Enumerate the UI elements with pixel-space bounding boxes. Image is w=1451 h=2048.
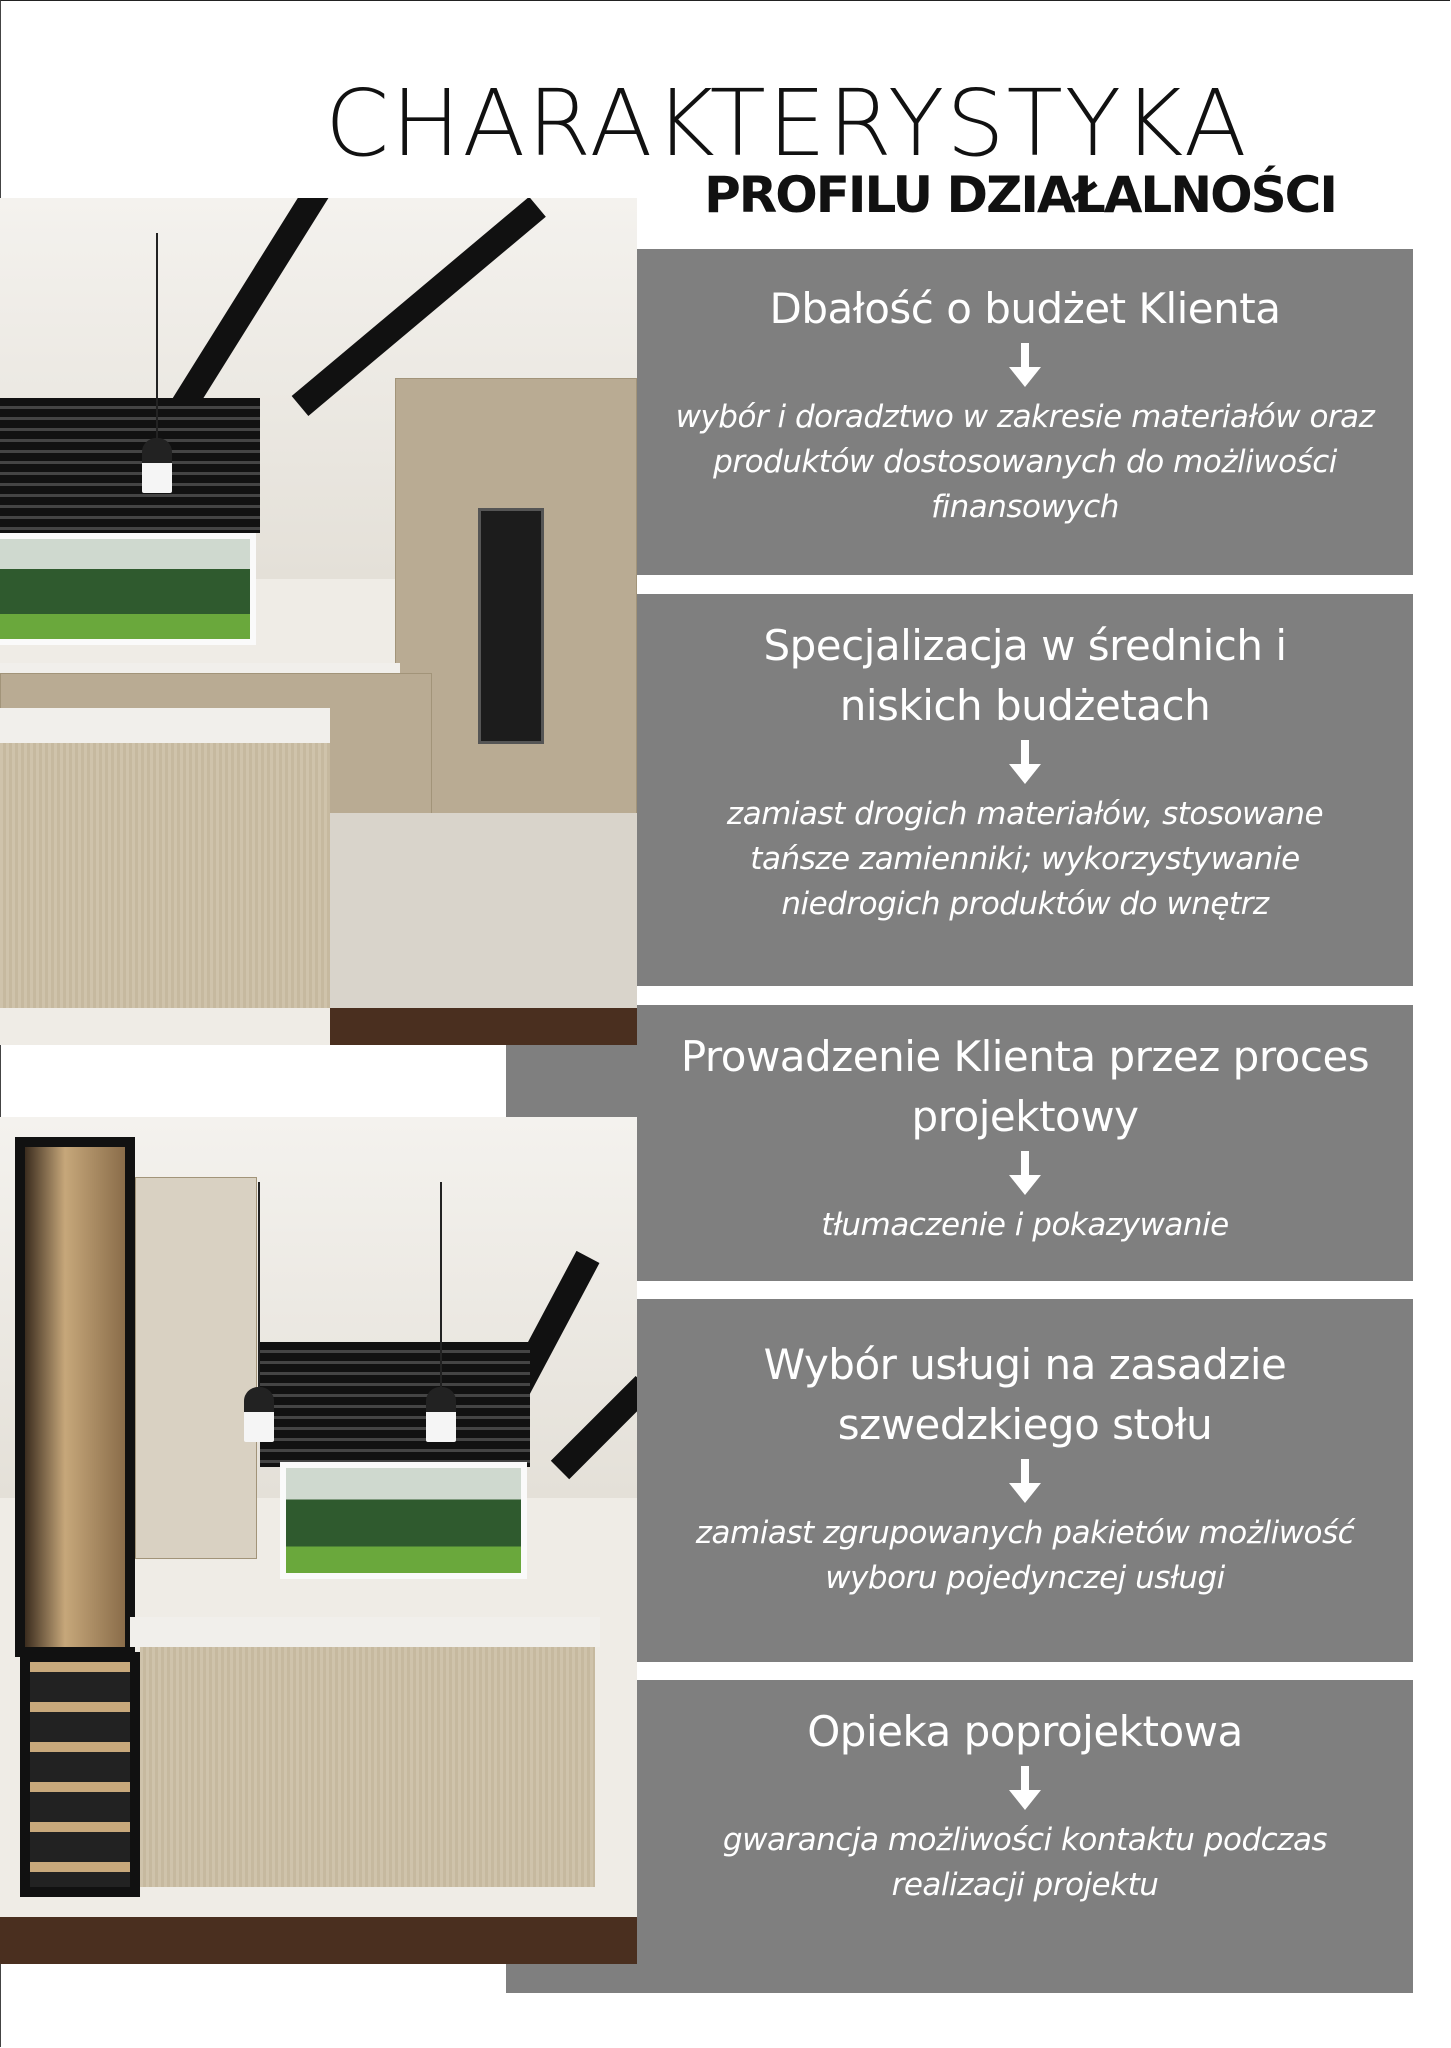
feature-heading: Prowadzenie Klienta przez proces projektowy [680,1032,1370,1141]
feature-description: zamiast zgrupowanych pakietów możliwość wyboru pojedynczej usługi [695,1515,1355,1596]
kitchen-photo-2 [0,1117,637,1964]
arrow-down-icon [1009,1459,1041,1505]
page-title: CHARAKTERYSTYKA [325,70,1249,177]
feature-description: tłumaczenie i pokazywanie [821,1207,1229,1243]
kitchen-photo-1 [0,198,637,1045]
feature-box-2 [637,594,1413,986]
feature-description: wybór i doradztwo w zakresie materiałów oraz produktów dostosowanych do możliwości finansowych [675,399,1375,525]
feature-description: gwarancja możliwości kontaktu podczas realizacji projektu [722,1822,1328,1903]
feature-description: zamiast drogich materiałów, stosowane tańsze zamienniki; wykorzystywanie niedrogich produktów do wnętrz [726,796,1324,922]
page-subtitle: PROFILU DZIAŁALNOŚCI [704,166,1336,224]
feature-box-1 [637,249,1413,575]
feature-heading: Specjalizacja w średnich i niskich budżetach [763,621,1287,730]
feature-heading: Opieka poprojektowa [807,1707,1243,1756]
arrow-down-icon [1009,1151,1041,1197]
arrow-down-icon [1009,740,1041,786]
feature-box-4 [637,1299,1413,1662]
feature-heading: Dbałość o budżet Klienta [769,284,1281,333]
arrow-down-icon [1009,1766,1041,1812]
feature-box-5 [506,1680,1413,1993]
feature-heading: Wybór usługi na zasadzie szwedzkiego stołu [763,1340,1287,1449]
feature-box-3 [506,1005,1413,1281]
arrow-down-icon [1009,343,1041,389]
